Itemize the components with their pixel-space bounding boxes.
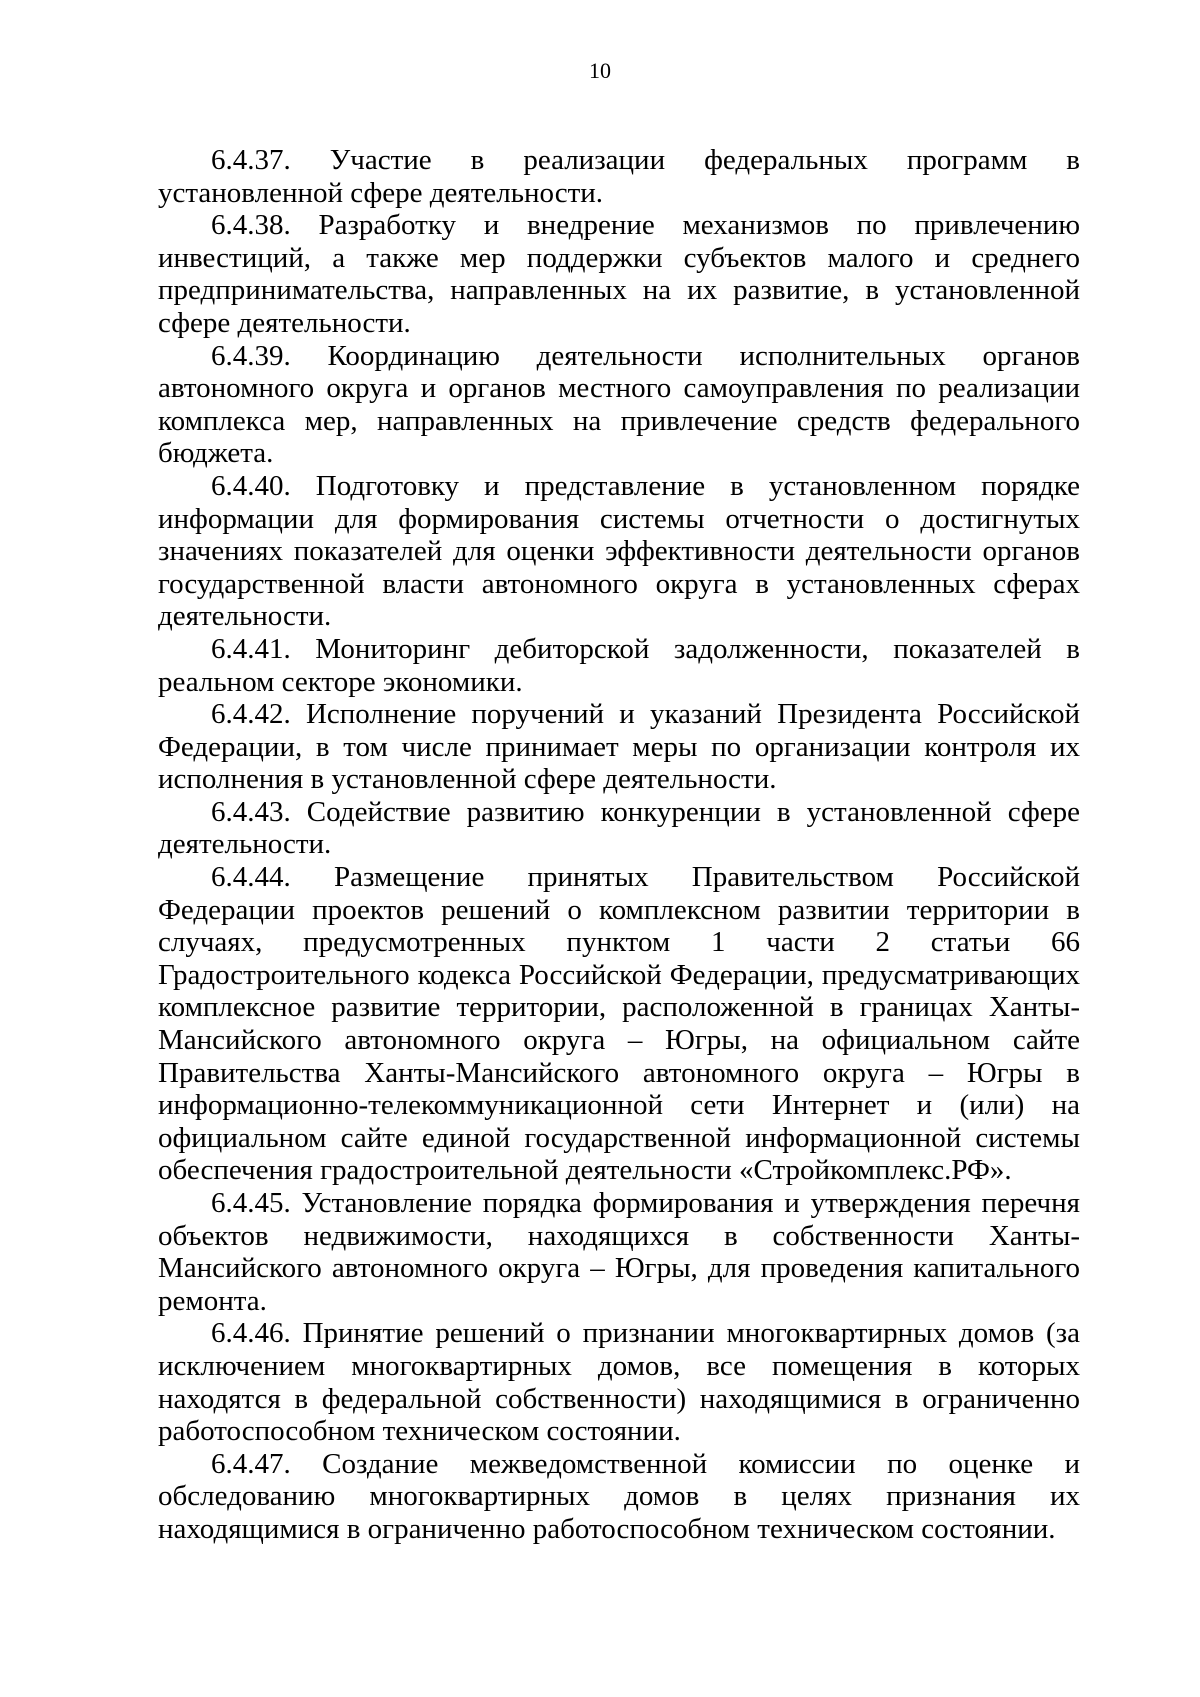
- paragraph-6-4-46: 6.4.46. Принятие решений о признании многоквартирных домов (за исключением многоквартирных домов, все помещения в которых находятся в федеральной собственности) находящимися в ограниченно работоспособном техническом состоянии.: [158, 1317, 1080, 1448]
- paragraph-6-4-45: 6.4.45. Установление порядка формирования и утверждения перечня объектов недвижимости, находящихся в собственности Ханты-Мансийского автономного округа – Югры, для проведения капитального ремонта.: [158, 1187, 1080, 1317]
- paragraph-6-4-41: 6.4.41. Мониторинг дебиторской задолженности, показателей в реальном секторе экономики.: [158, 632, 1080, 698]
- document-body: [158, 144, 1080, 1546]
- paragraph-6-4-43: 6.4.43. Содействие развитию конкуренции в установленной сфере деятельности.: [158, 795, 1080, 861]
- paragraph-6-4-38: 6.4.38. Разработку и внедрение механизмов по привлечению инвестиций, а также мер поддержки субъектов малого и среднего предпринимательства, направленных на их развитие, в установленной сфере деятельности.: [158, 209, 1080, 339]
- paragraph-6-4-40: 6.4.40. Подготовку и представление в установленном порядке информации для формирования системы отчетности о достигнутых значениях показателей для оценки эффективности деятельности органов государственной власти автономного округа в установленных сферах деятельности.: [158, 469, 1080, 633]
- paragraph-6-4-37: 6.4.37. Участие в реализации федеральных программ в установленной сфере деятельности.: [158, 144, 1080, 209]
- paragraph-6-4-42: 6.4.42. Исполнение поручений и указаний Президента Российской Федерации, в том числе принимает меры по организации контроля их исполнения в установленной сфере деятельности.: [158, 698, 1080, 796]
- page-number: 10: [589, 58, 611, 83]
- paragraph-6-4-44: 6.4.44. Размещение принятых Правительством Российской Федерации проектов решений о комплексном развитии территории в случаях, предусмотренных пунктом 1 части 2 статьи 66 Градостроительного кодекса Российской Федерации, предусматривающих комплексное развитие территории, расположенной в границах Ханты-Мансийского автономного округа – Югры, на официальном сайте Правительства Ханты-Мансийского автономного округа – Югры в информационно-телекоммуникационной сети Интернет и (или) на официальном сайте единой государственной информационной системы обеспечения градостроительной деятельности «Стройкомплекс.РФ».: [158, 861, 1080, 1187]
- paragraph-6-4-47: 6.4.47. Создание межведомственной комиссии по оценке и обследованию многоквартирных домов в целях признания их находящимися в ограниченно работоспособном техническом состоянии.: [158, 1447, 1080, 1545]
- paragraph-6-4-39: 6.4.39. Координацию деятельности исполнительных органов автономного округа и органов местного самоуправления по реализации комплекса мер, направленных на привлечение средств федерального бюджета.: [158, 339, 1080, 470]
